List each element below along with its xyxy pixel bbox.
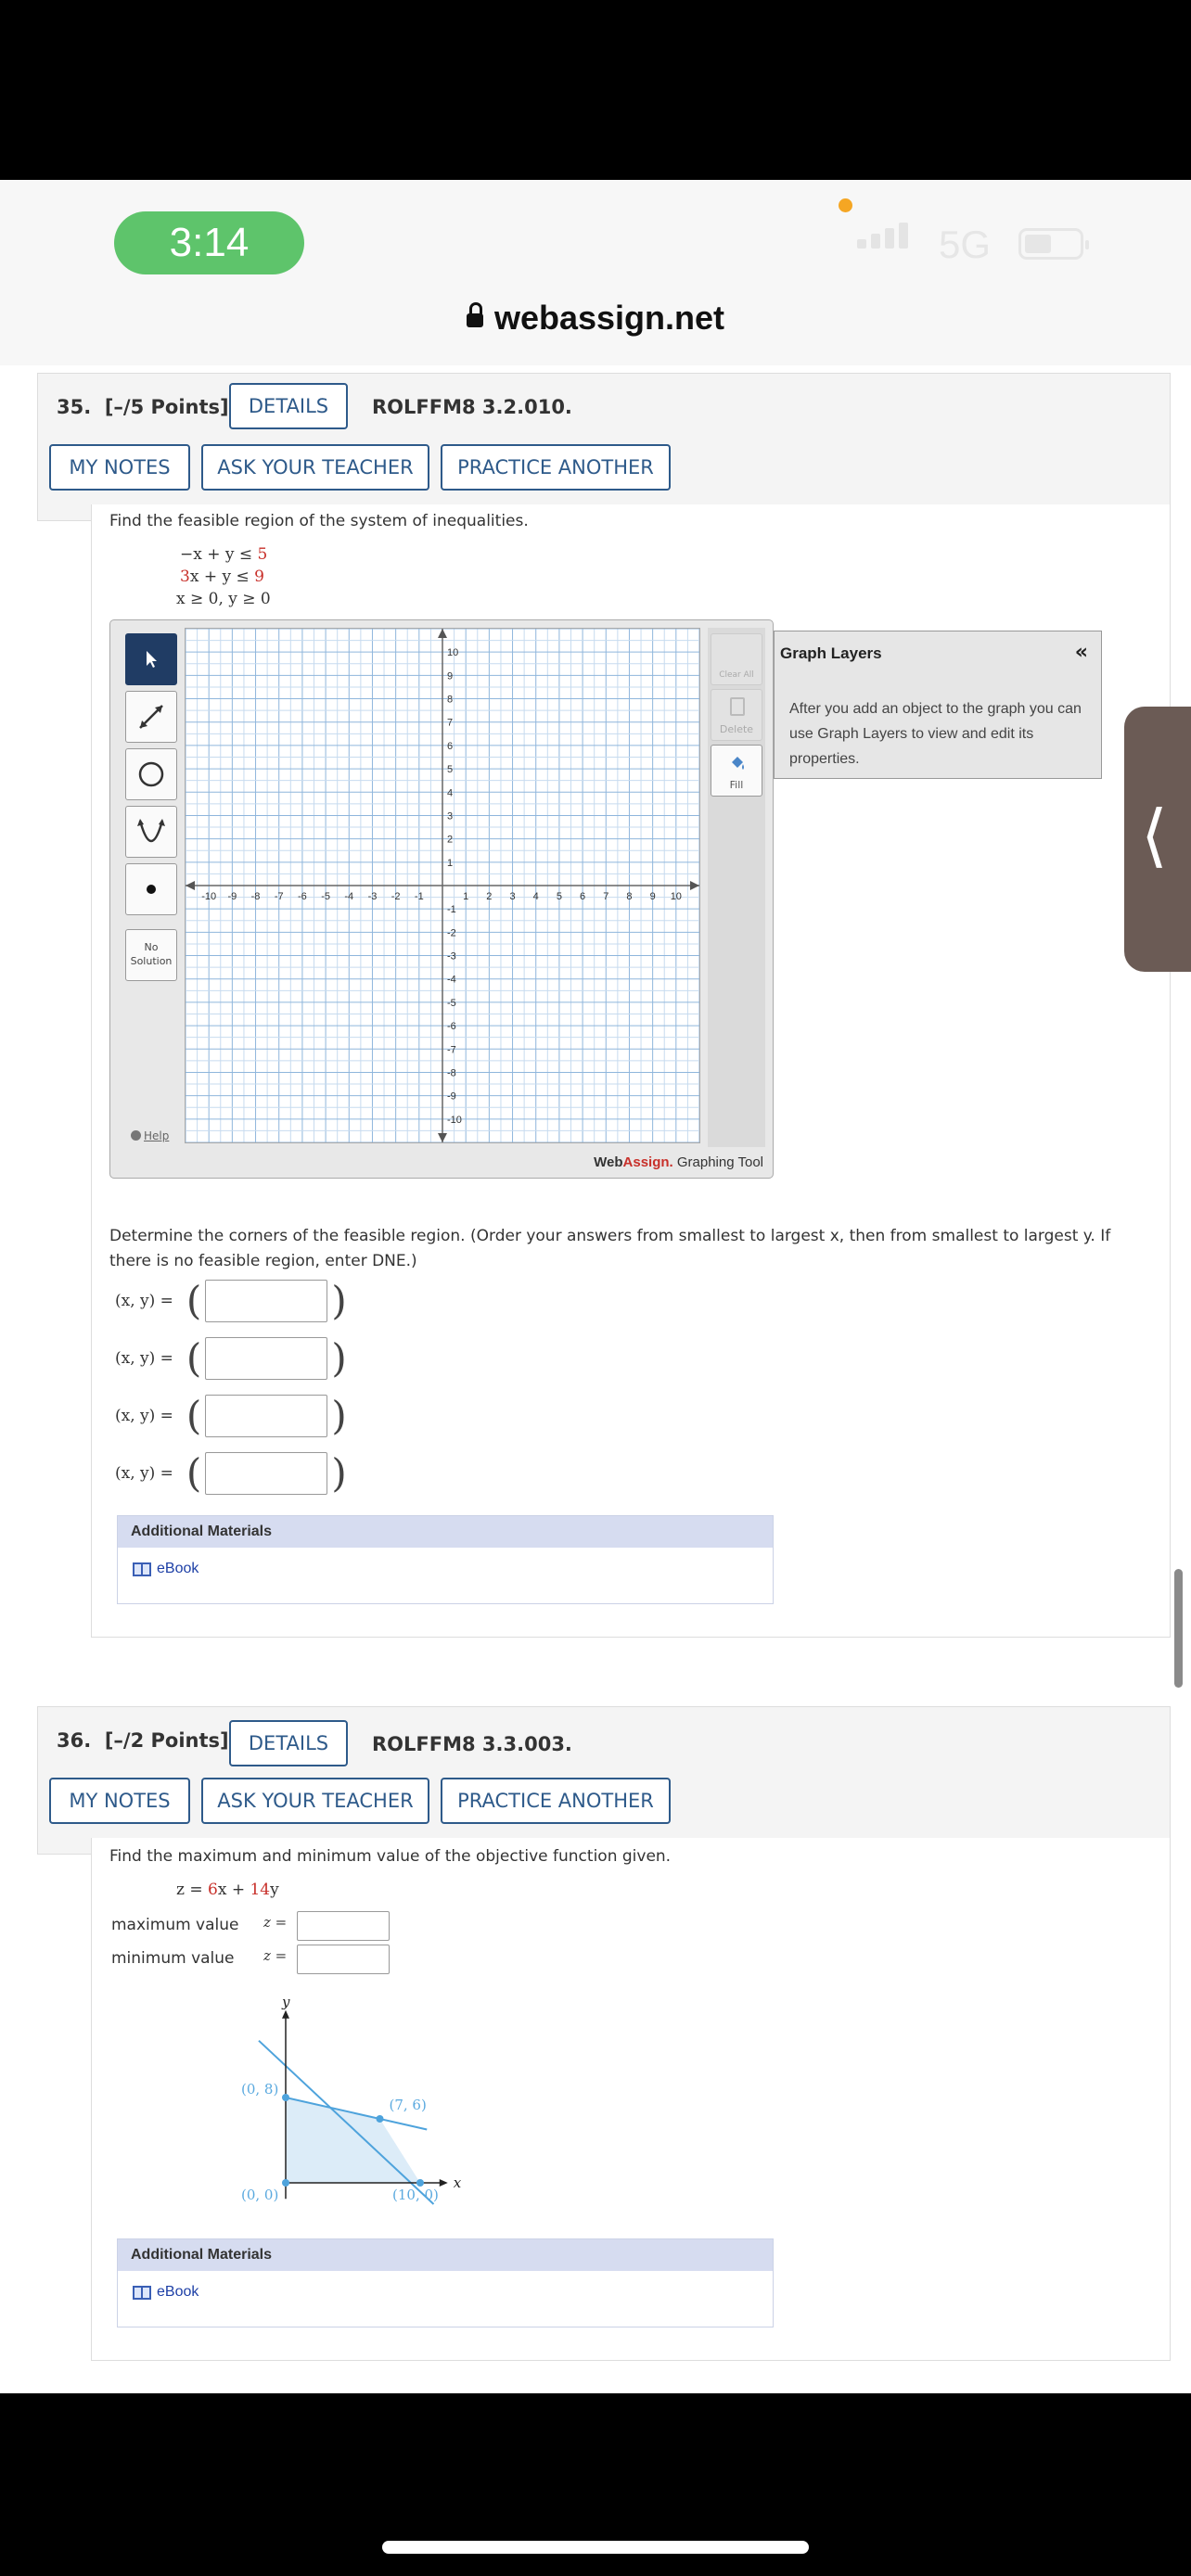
answer-row-1: (x, y) = ( ) bbox=[115, 1278, 347, 1323]
brand-assign: Assign. bbox=[622, 1154, 673, 1170]
vertex-point bbox=[416, 2179, 424, 2187]
answer-label: (x, y) = bbox=[115, 1407, 173, 1425]
x-axis-arrow-right bbox=[690, 881, 699, 890]
min-z-label: z = bbox=[263, 1947, 288, 1964]
q35-number bbox=[57, 396, 229, 418]
q36-code: ROLFFM8 3.3.003. bbox=[372, 1733, 572, 1755]
trash-icon bbox=[730, 697, 745, 716]
q36-points: [–/2 Points] bbox=[104, 1729, 229, 1752]
q35-my-notes-button[interactable]: MY NOTES bbox=[49, 444, 190, 491]
obj-y: y bbox=[270, 1881, 279, 1899]
y-tick-label: -9 bbox=[447, 1090, 456, 1103]
battery-icon bbox=[1018, 228, 1083, 260]
vertex-label: (7, 6) bbox=[389, 2097, 427, 2113]
additional-materials-header: Additional Materials bbox=[118, 2239, 773, 2271]
y-tick-label: -8 bbox=[447, 1067, 456, 1079]
feasible-region-graph bbox=[223, 1994, 575, 2216]
q35-details-button[interactable]: DETAILS bbox=[229, 383, 348, 429]
q35-ebook-link[interactable] bbox=[133, 1561, 198, 1577]
max-z-label: z = bbox=[263, 1914, 288, 1931]
x-tick-label: 4 bbox=[532, 891, 539, 902]
y-tick-label: 3 bbox=[447, 810, 454, 823]
q36-number-text: 36. bbox=[57, 1729, 92, 1752]
no-solution-line-2: Solution bbox=[130, 955, 173, 967]
q35-header bbox=[37, 373, 1171, 521]
y-axis-label: y bbox=[282, 1994, 290, 2010]
y-tick-label: -6 bbox=[447, 1021, 456, 1033]
min-value-input[interactable] bbox=[297, 1945, 390, 1974]
x-axis-label: x bbox=[453, 2174, 462, 2191]
obj-a: 6 bbox=[208, 1881, 218, 1899]
x-tick-label: -9 bbox=[227, 891, 237, 902]
tool-actions bbox=[708, 628, 765, 1147]
answer-label: (x, y) = bbox=[115, 1464, 173, 1483]
q36-objective bbox=[176, 1881, 279, 1899]
fill-button[interactable] bbox=[711, 745, 762, 797]
brand-rest: Graphing Tool bbox=[672, 1154, 763, 1170]
y-tick-label: -7 bbox=[447, 1044, 456, 1056]
obj-z: z = bbox=[176, 1881, 209, 1899]
top-bezel bbox=[0, 0, 1191, 180]
y-tick-label: 4 bbox=[447, 787, 454, 799]
y-tick-label: -4 bbox=[447, 974, 456, 986]
corner-input-4[interactable] bbox=[205, 1452, 327, 1495]
q36-my-notes-button[interactable]: MY NOTES bbox=[49, 1778, 190, 1824]
status-bar bbox=[0, 180, 1191, 365]
y-tick-label: -3 bbox=[447, 950, 456, 963]
y-tick-label: -5 bbox=[447, 997, 456, 1009]
x-tick-label: -3 bbox=[367, 891, 378, 902]
x-tick-label: -10 bbox=[201, 891, 217, 902]
q36-practice-another-button[interactable]: PRACTICE ANOTHER bbox=[441, 1778, 671, 1824]
x-tick-label: 1 bbox=[463, 891, 469, 902]
side-panel-tab[interactable] bbox=[1124, 707, 1191, 972]
no-solution-button[interactable] bbox=[125, 929, 177, 981]
ineq1-rhs: 5 bbox=[257, 545, 268, 564]
line-tool-button[interactable] bbox=[125, 691, 177, 743]
q35-inequality-1 bbox=[180, 545, 267, 564]
help-icon bbox=[131, 1130, 141, 1141]
y-tick-label: 2 bbox=[447, 834, 454, 846]
vertex-label: (0, 8) bbox=[241, 2081, 279, 2098]
max-value-label: maximum value bbox=[111, 1916, 239, 1934]
obj-b: 14 bbox=[250, 1881, 271, 1899]
line-icon bbox=[134, 700, 168, 733]
y-tick-label: -10 bbox=[447, 1114, 462, 1126]
graph-layers-text: After you add an object to the graph you can use Graph Layers to view and edit its properties. bbox=[789, 701, 1082, 767]
vertex-label: (10, 0) bbox=[392, 2187, 439, 2203]
y-axis-arrow-up bbox=[438, 629, 447, 638]
network-type: 5G bbox=[939, 223, 992, 266]
vertex-point bbox=[377, 2115, 384, 2123]
x-tick-label: 6 bbox=[580, 891, 586, 902]
y-tick-label: 10 bbox=[447, 647, 459, 659]
help-text: Help bbox=[144, 1129, 170, 1142]
brand-web: Web bbox=[594, 1154, 623, 1170]
x-tick-label: -8 bbox=[250, 891, 261, 902]
circle-icon bbox=[134, 758, 168, 791]
y-tick-label: -2 bbox=[447, 927, 456, 939]
help-link[interactable] bbox=[131, 1129, 169, 1142]
pointer-tool-button[interactable] bbox=[125, 633, 177, 685]
x-axis-arrow-left bbox=[186, 881, 195, 890]
point-tool-button[interactable] bbox=[125, 863, 177, 915]
pointer-icon bbox=[140, 648, 162, 670]
corner-input-2[interactable] bbox=[205, 1337, 327, 1380]
answer-label: (x, y) = bbox=[115, 1349, 173, 1368]
x-tick-label: 7 bbox=[603, 891, 609, 902]
q35-additional-materials bbox=[117, 1515, 774, 1604]
ebook-text: eBook bbox=[157, 2284, 199, 2300]
q35-number-text: 35. bbox=[57, 396, 92, 418]
x-tick-label: 8 bbox=[626, 891, 633, 902]
y-axis-arrow-down bbox=[438, 1133, 447, 1142]
x-tick-label: -7 bbox=[274, 891, 284, 902]
fill-label: Fill bbox=[729, 779, 744, 791]
ineq2-lhs: x + y ≤ bbox=[189, 567, 250, 586]
x-tick-label: -5 bbox=[321, 891, 330, 902]
webassign-brand bbox=[594, 1154, 763, 1170]
q36-number bbox=[57, 1729, 229, 1752]
point-icon bbox=[142, 880, 160, 899]
book-icon bbox=[133, 2286, 151, 2300]
x-axis-arrow bbox=[440, 2179, 448, 2187]
book-icon bbox=[133, 1562, 151, 1576]
ebook-text: eBook bbox=[157, 1561, 199, 1576]
x-tick-label: 9 bbox=[649, 891, 656, 902]
q36-prompt: Find the maximum and minimum value of the objective function given. bbox=[109, 1847, 672, 1866]
max-value-input[interactable] bbox=[297, 1911, 390, 1941]
q36-details-button[interactable]: DETAILS bbox=[229, 1720, 348, 1766]
corner-input-3[interactable] bbox=[205, 1395, 327, 1437]
clear-all-label: Clear All bbox=[719, 670, 754, 680]
graph-layers-panel bbox=[774, 631, 1102, 779]
tool-palette bbox=[118, 628, 177, 1147]
x-tick-label: 5 bbox=[556, 891, 562, 902]
delete-button[interactable] bbox=[711, 689, 762, 741]
ineq1-lhs: −x + y ≤ bbox=[180, 545, 253, 564]
q35-code: ROLFFM8 3.2.010. bbox=[372, 396, 572, 418]
lock-icon bbox=[467, 313, 483, 327]
y-tick-label: 6 bbox=[447, 740, 454, 752]
scrollbar-thumb[interactable] bbox=[1174, 1569, 1183, 1688]
answer-row-2: (x, y) = ( ) bbox=[115, 1335, 347, 1381]
graphing-tool bbox=[109, 619, 774, 1179]
fill-icon bbox=[726, 751, 749, 773]
vertex-point bbox=[282, 2094, 289, 2101]
vertex-point bbox=[282, 2179, 289, 2187]
additional-materials-header: Additional Materials bbox=[118, 1516, 773, 1548]
min-value-label: minimum value bbox=[111, 1949, 235, 1968]
q35-instructions: Determine the corners of the feasible region. (Order your answers from smallest to largest x, then from smallest to largest y. If there is no feasible region, enter DNE.) bbox=[109, 1227, 1111, 1270]
x-tick-label: 2 bbox=[486, 891, 493, 902]
corner-input-1[interactable] bbox=[205, 1280, 327, 1322]
coordinate-grid[interactable] bbox=[186, 629, 699, 1142]
delete-label: Delete bbox=[719, 723, 754, 735]
y-tick-label: -1 bbox=[447, 904, 456, 916]
x-tick-label: -6 bbox=[298, 891, 307, 902]
status-time: 3:14 bbox=[114, 211, 304, 274]
x-tick-label: -2 bbox=[391, 891, 401, 902]
y-tick-label: 8 bbox=[447, 694, 454, 706]
answer-row-4: (x, y) = ( ) bbox=[115, 1450, 347, 1496]
obj-mid: x + bbox=[217, 1881, 250, 1899]
x-tick-label: 3 bbox=[509, 891, 516, 902]
q36-ask-teacher-button[interactable]: ASK YOUR TEACHER bbox=[201, 1778, 429, 1824]
circle-tool-button[interactable] bbox=[125, 748, 177, 800]
q36-header bbox=[37, 1706, 1171, 1855]
address-bar[interactable] bbox=[0, 299, 1191, 338]
graph-layers-title: Graph Layers bbox=[780, 644, 882, 662]
q35-inequality-2 bbox=[180, 567, 264, 586]
x-tick-label: -4 bbox=[344, 891, 354, 902]
home-indicator[interactable] bbox=[382, 2541, 809, 2554]
privacy-indicator-icon bbox=[839, 198, 852, 212]
graph-canvas[interactable] bbox=[185, 628, 700, 1143]
clear-all-button[interactable] bbox=[711, 633, 762, 685]
q35-prompt: Find the feasible region of the system of inequalities. bbox=[109, 512, 529, 530]
q35-practice-another-button[interactable]: PRACTICE ANOTHER bbox=[441, 444, 671, 491]
y-tick-label: 5 bbox=[447, 764, 454, 776]
url-text: webassign.net bbox=[493, 299, 725, 337]
x-tick-label: 10 bbox=[670, 891, 682, 902]
signal-icon bbox=[857, 223, 908, 249]
answer-label: (x, y) = bbox=[115, 1292, 173, 1310]
ineq2-rhs: 9 bbox=[254, 567, 264, 586]
parabola-tool-button[interactable] bbox=[125, 806, 177, 858]
y-axis-arrow bbox=[282, 2010, 289, 2019]
collapse-layers-button[interactable]: « bbox=[1074, 641, 1088, 664]
no-solution-line-1: No bbox=[144, 941, 159, 953]
y-tick-label: 9 bbox=[447, 670, 454, 682]
parabola-icon bbox=[134, 815, 168, 848]
q36-additional-materials bbox=[117, 2238, 774, 2327]
ineq2-coef: 3 bbox=[180, 567, 190, 586]
vertex-label: (0, 0) bbox=[241, 2187, 279, 2203]
y-tick-label: 7 bbox=[447, 717, 454, 729]
x-tick-label: -1 bbox=[414, 891, 424, 902]
q36-ebook-link[interactable] bbox=[133, 2284, 198, 2301]
q35-inequality-3: x ≥ 0, y ≥ 0 bbox=[176, 590, 271, 608]
chevron-left-icon: ⟨ bbox=[1141, 796, 1168, 875]
q35-points: [–/5 Points] bbox=[104, 396, 229, 418]
q35-ask-teacher-button[interactable]: ASK YOUR TEACHER bbox=[201, 444, 429, 491]
y-tick-label: 1 bbox=[447, 857, 454, 869]
answer-row-3: (x, y) = ( ) bbox=[115, 1393, 347, 1438]
